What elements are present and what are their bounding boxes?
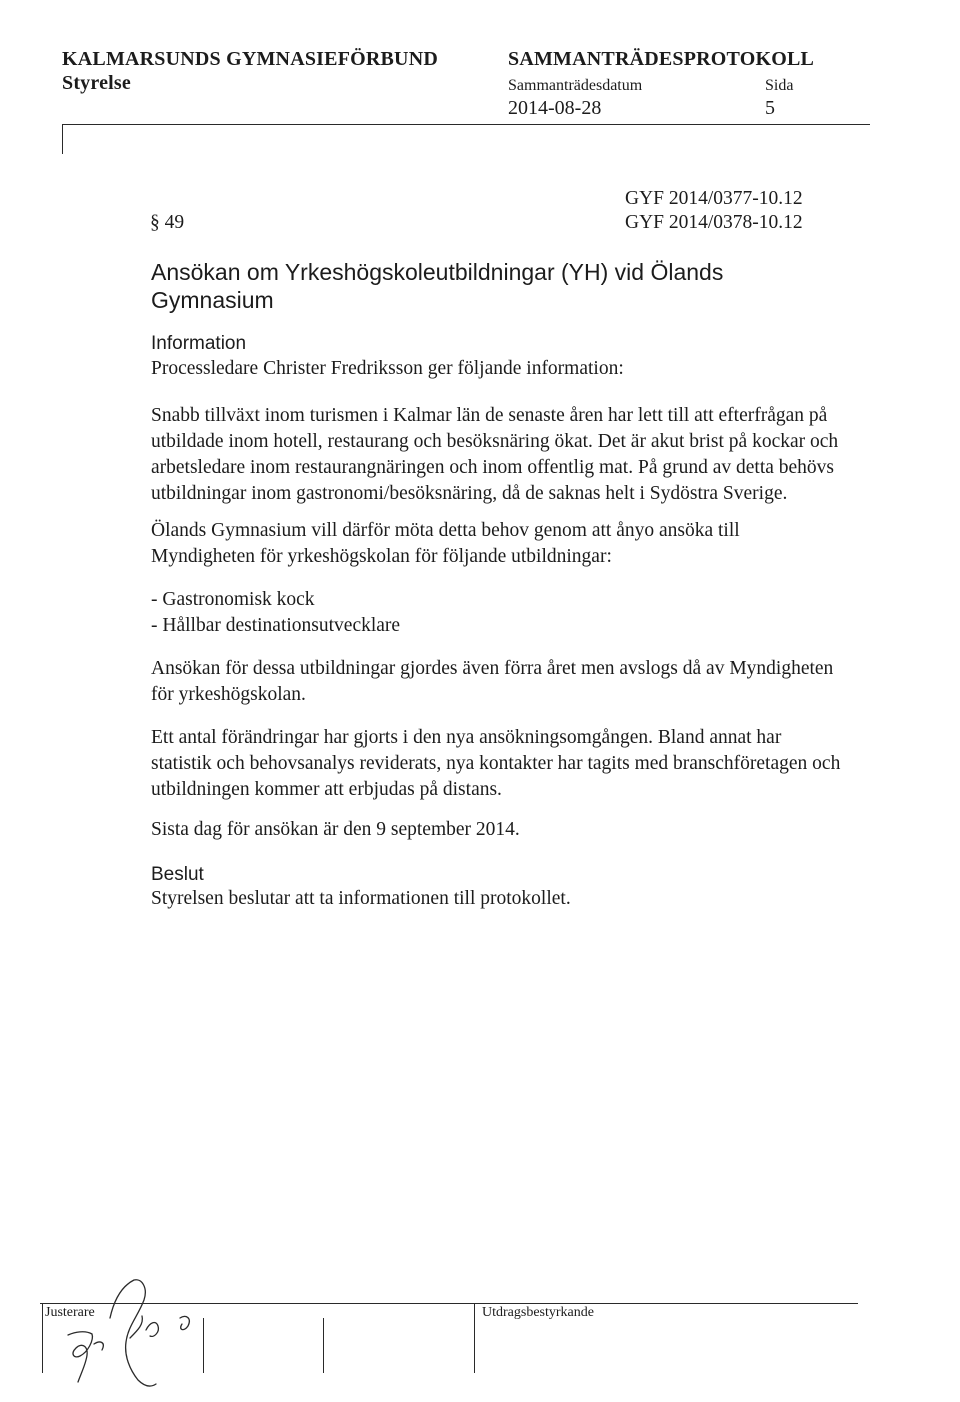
footer-divider-3: [474, 1303, 475, 1373]
footer-left-border: [42, 1303, 43, 1373]
organization-name: KALMARSUNDS GYMNASIEFÖRBUND: [62, 48, 438, 70]
paragraph-4: [151, 725, 840, 803]
utdragsbestyrkande-label: Utdragsbestyrkande: [482, 1305, 594, 1320]
text-line: Ansökan för dessa utbildningar gjordes även förra året men avslogs då av Myndigheten: [151, 658, 834, 679]
decision-text: Styrelsen beslutar att ta informationen till protokollet.: [151, 888, 571, 909]
information-intro: Processledare Christer Fredriksson ger följande information:: [151, 358, 624, 379]
list-item: - Gastronomisk kock: [151, 589, 315, 610]
header-rule: [62, 124, 870, 125]
text-line: utbildningen kommer att erbjudas på distans.: [151, 779, 502, 800]
paragraph-3: [151, 656, 833, 708]
deadline-text: Sista dag för ansökan är den 9 september 2014.: [151, 819, 520, 840]
date-label: Sammanträdesdatum: [508, 77, 643, 94]
program-list: [151, 587, 400, 639]
paragraph-1: [151, 403, 838, 507]
information-heading: Information: [151, 333, 247, 354]
list-item: - Hållbar destinationsutvecklare: [151, 615, 401, 636]
paragraph-2: [151, 518, 740, 570]
reference-1: GYF 2014/0377-10.12: [625, 188, 803, 209]
text-line: arbetsledare inom restaurangnäringen och inom offentlig mat. På grund av detta behövs: [151, 457, 835, 478]
text-line: utbildningar inom gastronomi/besöksnäring, då de saknas helt i Sydöstra Sverige.: [151, 483, 788, 504]
decision-heading: Beslut: [151, 864, 204, 885]
margin-tick: [62, 124, 63, 154]
section-title-line-1: Ansökan om Yrkeshögskoleutbildningar (YH) vid Ölands: [151, 259, 724, 285]
text-line: för yrkeshögskolan.: [151, 684, 306, 705]
reference-2: GYF 2014/0378-10.12: [625, 212, 803, 233]
document-type: SAMMANTRÄDESPROTOKOLL: [508, 48, 815, 70]
page-label: Sida: [765, 77, 794, 94]
justerare-label: Justerare: [45, 1305, 95, 1320]
text-line: statistik och behovsanalys reviderats, nya kontakter har tagits med branschföretagen och: [151, 753, 841, 774]
footer-divider-2: [323, 1318, 324, 1373]
text-line: Ölands Gymnasium vill därför möta detta behov genom att ånyo ansöka till: [151, 520, 740, 541]
text-line: utbildade inom hotell, restaurang och besöksnäring ökat. Det är akut brist på kockar och: [151, 431, 839, 452]
text-line: Ett antal förändringar har gjorts i den nya ansökningsomgången. Bland annat har: [151, 727, 782, 748]
page-number: 5: [765, 97, 775, 119]
handwritten-initials: [50, 1260, 230, 1400]
paragraph-number: § 49: [150, 212, 185, 233]
section-title-line-2: Gymnasium: [151, 287, 274, 313]
text-line: Snabb tillväxt inom turismen i Kalmar län de senaste åren har lett till att efterfrågan på: [151, 405, 828, 426]
meeting-date: 2014-08-28: [508, 97, 602, 119]
board-name: Styrelse: [62, 72, 131, 94]
text-line: Myndigheten för yrkeshögskolan för följande utbildningar:: [151, 546, 612, 567]
